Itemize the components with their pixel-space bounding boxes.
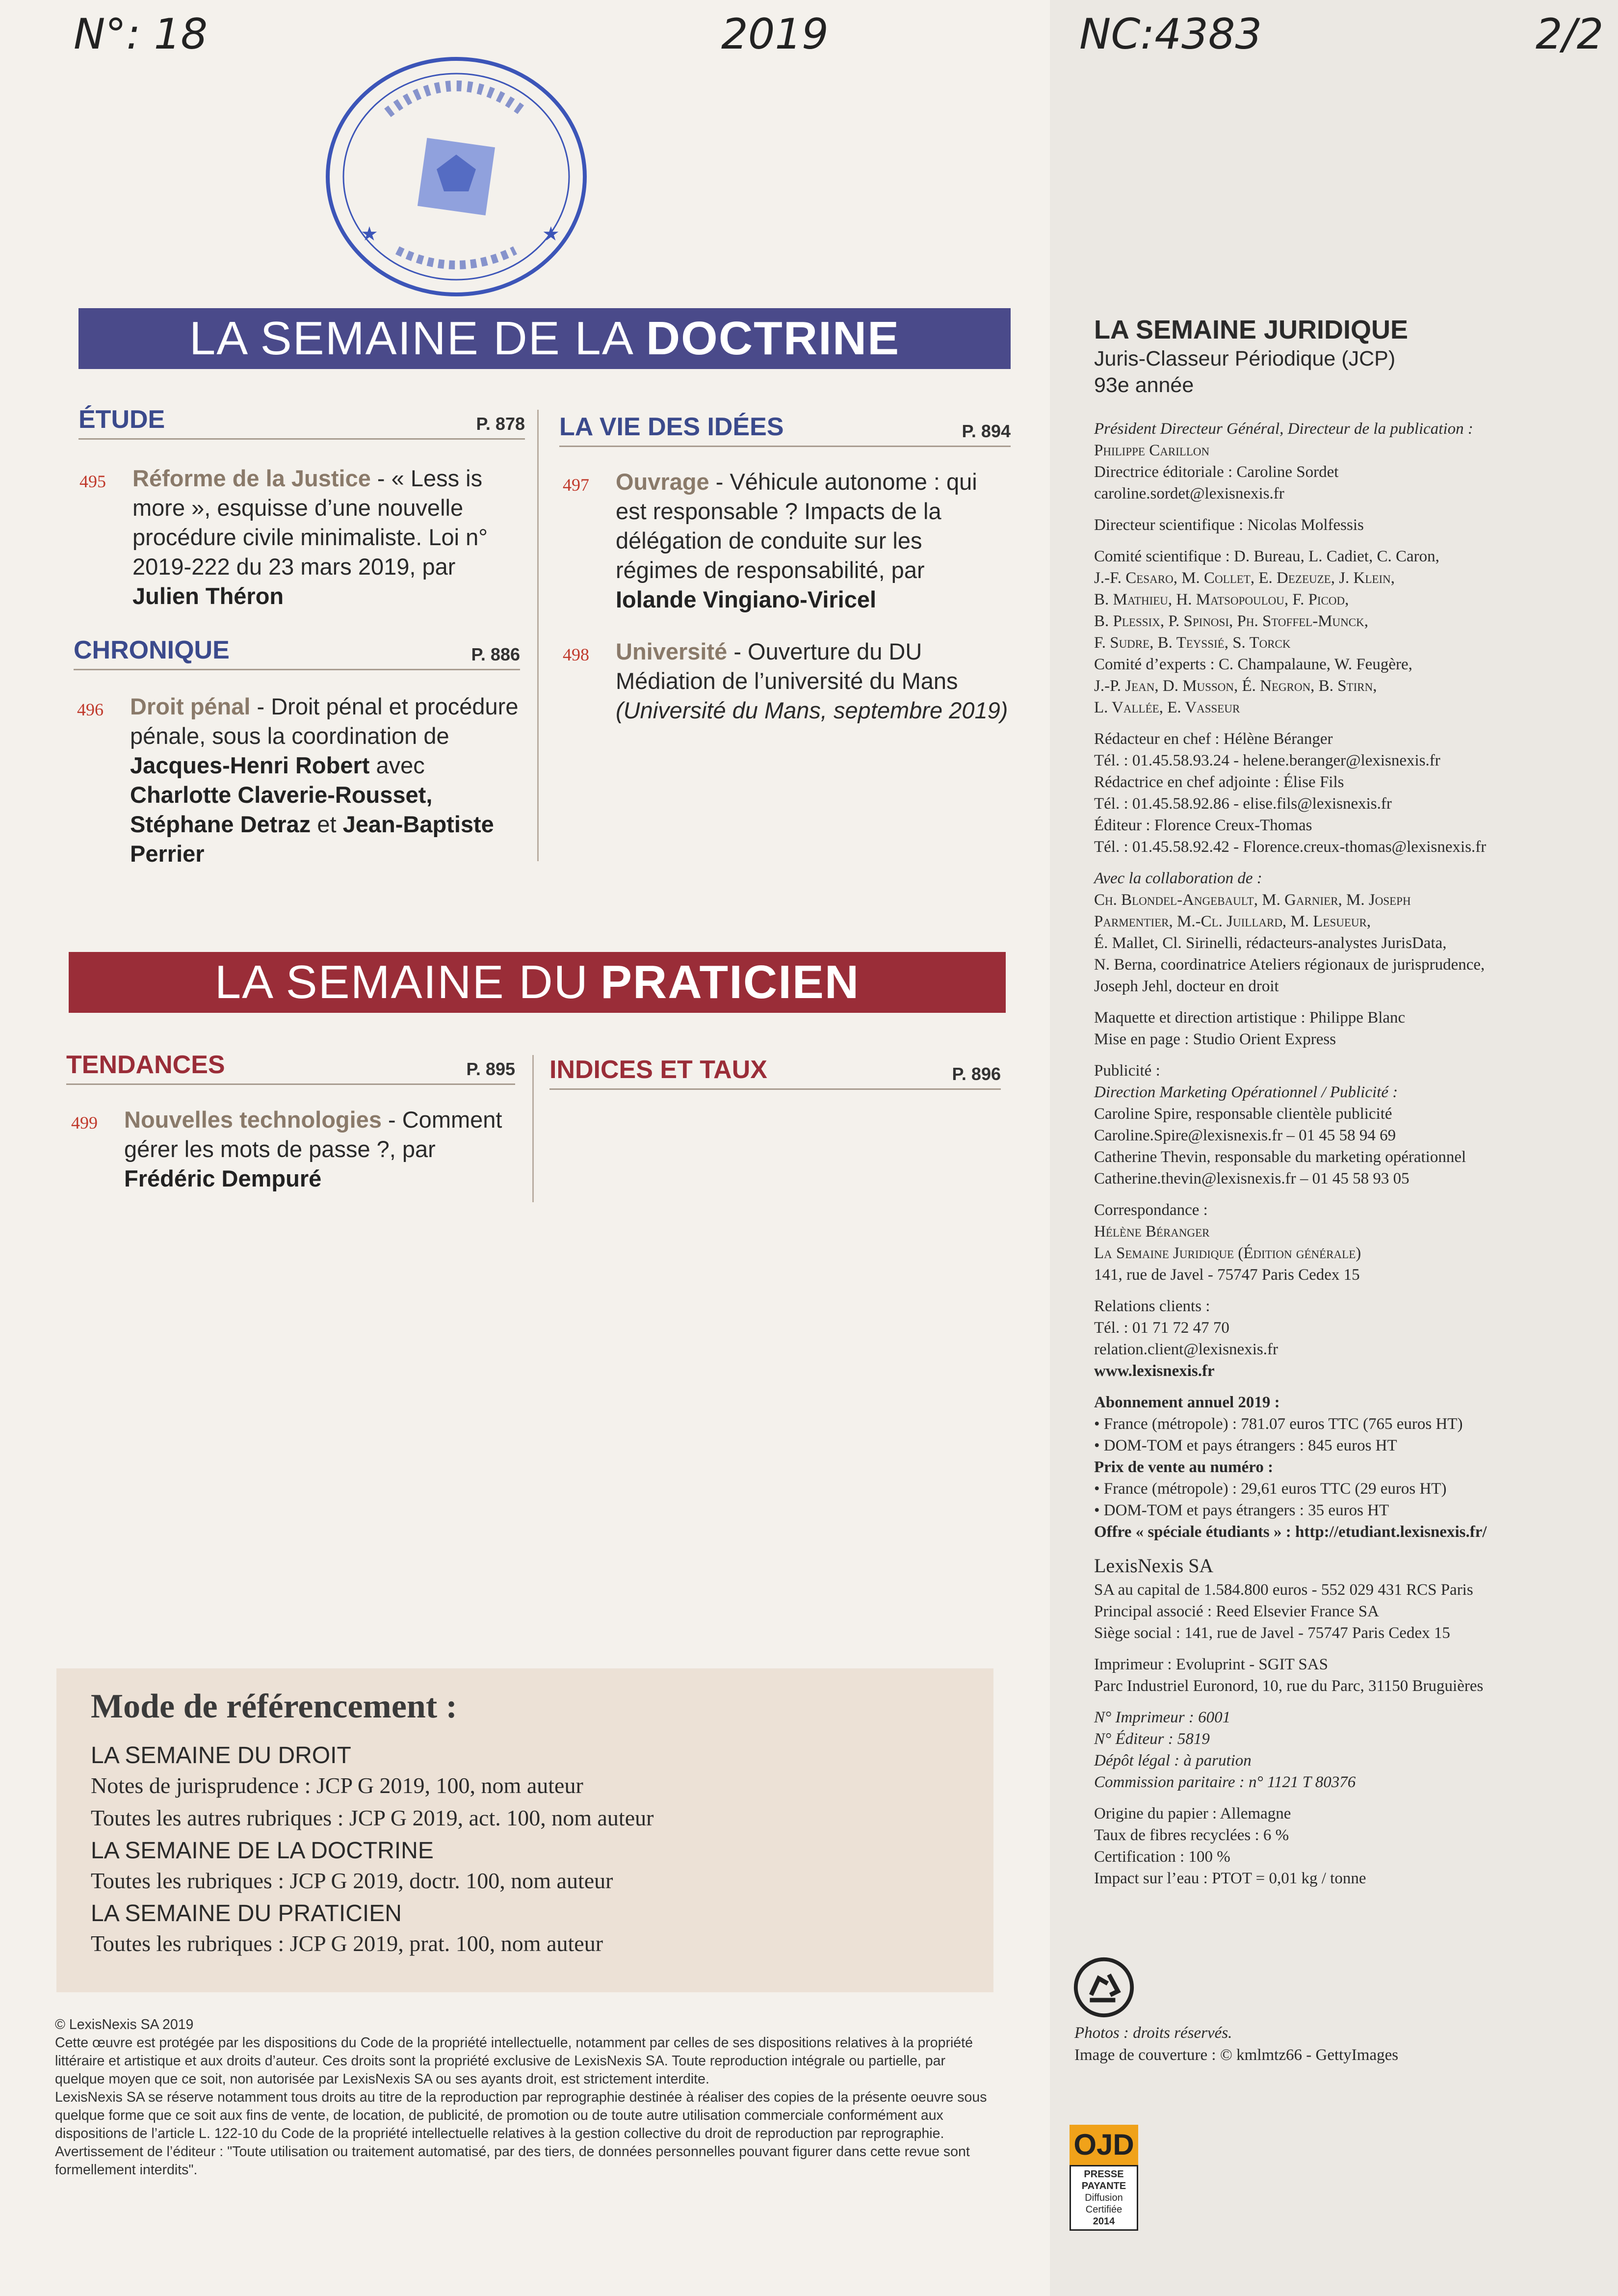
referencement-box (56, 1668, 993, 1992)
masthead-line: Parc Industriel Euronord, 10, rue du Parc, 31150 Bruguières (1094, 1677, 1484, 1695)
entry-text: - Comment gérer les mots de passe ?, par (124, 1107, 502, 1162)
section-vie-label: LA VIE DES IDÉES (559, 413, 784, 441)
masthead-line: L. Vallée, E. Vasseur (1094, 699, 1240, 716)
masthead-line: relation.client@lexisnexis.fr (1094, 1341, 1278, 1358)
masthead-line: Catherine Thevin, responsable du marketing opérationnel (1094, 1148, 1466, 1166)
photos-credit: Photos : droits réservés. (1074, 2024, 1232, 2042)
entry-number: 495 (79, 472, 106, 491)
masthead-line: Catherine.thevin@lexisnexis.fr – 01 45 58 93 05 (1094, 1170, 1409, 1188)
masthead-line: Éditeur : Florence Creux-Thomas (1094, 817, 1312, 834)
masthead-line: Tél. : 01.45.58.92.86 - elise.fils@lexisnexis.fr (1094, 795, 1392, 813)
entry-number: 498 (563, 645, 589, 664)
masthead-title: LA SEMAINE JURIDIQUE (1094, 315, 1409, 344)
masthead-line: Mise en page : Studio Orient Express (1094, 1030, 1336, 1048)
referencement-heading: LA SEMAINE DE LA DOCTRINE (91, 1838, 434, 1864)
entry-495[interactable] (79, 464, 515, 611)
entry-text: avec (369, 752, 425, 778)
banner-praticien-prefix: LA SEMAINE DU (214, 956, 589, 1008)
masthead-line (1094, 536, 1545, 546)
entry-text: - Véhicule autonome : qui est responsable ? Impacts de la délégation de conduite sur les régimes de responsabilité, par (616, 469, 977, 583)
masthead-line: É. Mallet, Cl. Sirinelli, rédacteurs-analystes JurisData, (1094, 934, 1447, 952)
entry-text: - « Less is more », esquisse d’une nouvelle procédure civile minimaliste. Loi n° 2019-222 du 23 mars 2019, par (132, 465, 488, 580)
masthead-line (1094, 1793, 1545, 1803)
column-divider (537, 410, 539, 861)
masthead-line (1094, 1050, 1545, 1060)
entry-496[interactable] (77, 692, 527, 869)
masthead-line: Président Directeur Général, Directeur de la publication : (1094, 420, 1473, 438)
ojd-line: PAYANTE (1081, 2181, 1126, 2191)
masthead-line: N° Imprimeur : 6001 (1094, 1709, 1231, 1726)
ojd-top: OJD (1070, 2125, 1138, 2165)
cover-credit: Image de couverture : © kmlmtz66 - GettyImages (1074, 2046, 1399, 2064)
masthead-line: J.-F. Cesaro, M. Collet, E. Dezeuze, J. Klein, (1094, 569, 1395, 587)
masthead-line: Ch. Blondel-Angebault, M. Garnier, M. Joseph (1094, 891, 1411, 909)
masthead-line: Maquette et direction artistique : Philippe Blanc (1094, 1009, 1406, 1027)
entry-text: - Ouverture du DU Médiation de l’université du Mans (616, 638, 958, 694)
masthead-line: Certification : 100 % (1094, 1848, 1230, 1866)
masthead (1094, 314, 1545, 1889)
masthead-line: La Semaine Juridique (Édition générale) (1094, 1244, 1361, 1262)
masthead-line: Directrice éditoriale : Caroline Sordet (1094, 463, 1339, 481)
masthead-line (1094, 1697, 1545, 1707)
referencement-title: Mode de référencement : (91, 1688, 457, 1725)
referencement-heading: LA SEMAINE DU PRATICIEN (91, 1900, 402, 1927)
masthead-line: Imprimeur : Evoluprint - SGIT SAS (1094, 1656, 1328, 1673)
masthead-line: Impact sur l’eau : PTOT = 0,01 kg / tonne (1094, 1870, 1366, 1887)
masthead-line: Prix de vente au numéro : (1094, 1458, 1274, 1476)
legal-paragraph-1: Cette œuvre est protégée par les dispositions du Code de la propriété intellectuelle, notamment par celles de ses dispositions relatives à la propriété littéraire et artistique et aux droits d’auteur. Ces droits sont la propriété exclusive de LexisNexis SA. Toute reproduction intégrale ou partielle, par quelque moyen que ce soit, non autorisée par LexisNexis SA ou ses ayants droit, est strictement interdite. (55, 2035, 973, 2087)
banner-praticien (69, 952, 1006, 1013)
section-chronique (74, 635, 520, 670)
masthead-line: Relations clients : (1094, 1297, 1210, 1315)
entry-author: Iolande Vingiano-Viricel (616, 586, 877, 612)
masthead-line: Abonnement annuel 2019 : (1094, 1394, 1280, 1411)
masthead-line: Origine du papier : Allemagne (1094, 1805, 1291, 1822)
section-chronique-label: CHRONIQUE (74, 636, 230, 664)
masthead-line (1094, 1543, 1545, 1553)
entry-number: 497 (563, 475, 589, 495)
masthead-line: Directeur scientifique : Nicolas Molfessis (1094, 516, 1364, 534)
masthead-line: Caroline.Spire@lexisnexis.fr – 01 45 58 94 69 (1094, 1127, 1396, 1144)
masthead-line: Tél. : 01 71 72 47 70 (1094, 1319, 1229, 1337)
handwritten-number: N°: 18 (74, 10, 208, 59)
entry-keyword: Ouvrage (616, 469, 709, 495)
masthead-line: Avec la collaboration de : (1094, 870, 1262, 887)
masthead-line: Rédactrice en chef adjointe : Élise Fils (1094, 773, 1344, 791)
masthead-subtitle: Juris-Classeur Périodique (JCP) (1094, 347, 1396, 370)
masthead-line: Tél. : 01.45.58.92.42 - Florence.creux-thomas@lexisnexis.fr (1094, 838, 1487, 856)
masthead-line: F. Sudre, B. Teyssié, S. Torck (1094, 634, 1291, 652)
referencement-line: Toutes les rubriques : JCP G 2019, prat. 100, nom auteur (91, 1931, 603, 1956)
masthead-line: Comité d’experts : C. Champalaune, W. Feugère, (1094, 656, 1412, 673)
masthead-line: www.lexisnexis.fr (1094, 1362, 1215, 1380)
handwritten-year: 2019 (721, 10, 829, 59)
entry-author: Jacques-Henri Robert (130, 752, 370, 778)
masthead-line: N. Berna, coordinatrice Ateliers régionaux de jurisprudence, (1094, 956, 1485, 974)
handwritten-page: 2/2 (1536, 10, 1604, 59)
banner-doctrine-prefix: LA SEMAINE DE LA (189, 312, 634, 365)
ojd-logo (1070, 2125, 1138, 2230)
banner-praticien-bold: PRATICIEN (600, 956, 860, 1008)
legal-notice (55, 2016, 997, 2179)
masthead-line (1094, 504, 1545, 514)
referencement-line: Toutes les autres rubriques : JCP G 2019, act. 100, nom auteur (91, 1805, 654, 1830)
entry-499[interactable] (71, 1105, 517, 1193)
column-divider (532, 1055, 534, 1202)
section-vie-des-idees (559, 412, 1011, 447)
entry-497[interactable] (563, 467, 1008, 614)
masthead-line: Parmentier, M.-Cl. Juillard, M. Lesueur, (1094, 913, 1371, 930)
masthead-line: Siège social : 141, rue de Javel - 75747 Paris Cedex 15 (1094, 1624, 1450, 1642)
section-indices-page: P. 896 (952, 1064, 1001, 1084)
masthead-line: J.-P. Jean, D. Musson, É. Negron, B. Stirn, (1094, 677, 1377, 695)
entry-keyword: Réforme de la Justice (132, 465, 371, 491)
entry-author: Jean-Baptiste Perrier (130, 811, 494, 867)
copyright: © LexisNexis SA 2019 (55, 2017, 194, 2032)
section-tendances (66, 1050, 515, 1085)
masthead-line: Taux de fibres recyclées : 6 % (1094, 1826, 1289, 1844)
masthead-line: Principal associé : Reed Elsevier France SA (1094, 1603, 1379, 1620)
entry-keyword: Université (616, 638, 728, 664)
entry-number: 496 (77, 700, 104, 719)
entry-498[interactable] (563, 637, 1008, 725)
section-etude-page: P. 878 (476, 414, 525, 434)
entry-author: Charlotte Claverie-Rousset, Stéphane Detraz (130, 782, 433, 837)
masthead-line: • France (métropole) : 781.07 euros TTC (765 euros HT) (1094, 1415, 1463, 1433)
masthead-line: • DOM-TOM et pays étrangers : 35 euros HT (1094, 1502, 1389, 1519)
masthead-line: Offre « spéciale étudiants » : http://etudiant.lexisnexis.fr/ (1094, 1523, 1487, 1541)
section-vie-page: P. 894 (962, 421, 1011, 441)
masthead-line: B. Plessix, P. Spinosi, Ph. Stoffel-Munck, (1094, 612, 1368, 630)
entry-keyword: Nouvelles technologies (124, 1107, 382, 1133)
masthead-line (1094, 1189, 1545, 1199)
referencement-line: Toutes les rubriques : JCP G 2019, doctr. 100, nom auteur (91, 1868, 613, 1893)
masthead-line: B. Mathieu, H. Matsopoulou, F. Picod, (1094, 591, 1349, 608)
masthead-line (1094, 997, 1545, 1007)
svg-text:★: ★ (361, 223, 378, 245)
section-tendances-page: P. 895 (466, 1059, 515, 1079)
masthead-line: Hélène Béranger (1094, 1223, 1210, 1240)
entry-keyword: Droit pénal (130, 693, 251, 719)
masthead-line (1094, 1644, 1545, 1654)
masthead-line: caroline.sordet@lexisnexis.fr (1094, 485, 1284, 502)
masthead-line: Joseph Jehl, docteur en droit (1094, 977, 1279, 995)
section-chronique-page: P. 886 (471, 644, 520, 664)
masthead-line: • France (métropole) : 29,61 euros TTC (29 euros HT) (1094, 1480, 1447, 1498)
legal-paragraph-2: LexisNexis SA se réserve notamment tous droits au titre de la reproduction par reprographie destinée à réaliser des copies de la présente oeuvre sous quelque forme que ce soit aux fins de vente, de location, de publicité, de promotion ou de toute autre utilisation commerciale conformément aux dispositions de l’article L. 122-10 du Code de la propriété intellectuelle relatives à la gestion collective du droit de reproduction par reprographie. Avertissement de l’éditeur : "Toute utilisation ou traitement automatisé, par des tiers, de données personnelles pouvant figurer dans cette revue sont formellement interdits". (55, 2089, 987, 2178)
referencement-heading: LA SEMAINE DU DROIT (91, 1742, 351, 1768)
recycle-icon (1072, 1955, 1136, 2019)
handwritten-nc: NC:4383 (1079, 10, 1262, 59)
banner-doctrine (78, 308, 1011, 369)
ojd-line: Certifiée (1085, 2204, 1122, 2215)
masthead-line: Caroline Spire, responsable clientèle publicité (1094, 1105, 1392, 1123)
masthead-line: Comité scientifique : D. Bureau, L. Cadiet, C. Caron, (1094, 548, 1439, 565)
ojd-text (1070, 2165, 1138, 2231)
masthead-line: 141, rue de Javel - 75747 Paris Cedex 15 (1094, 1266, 1360, 1284)
masthead-line (1094, 718, 1545, 728)
masthead-line: Dépôt légal : à parution (1094, 1752, 1252, 1769)
section-etude (78, 405, 525, 440)
masthead-line: Philippe Carillon (1094, 442, 1210, 459)
referencement-line: Notes de jurisprudence : JCP G 2019, 100, nom auteur (91, 1773, 583, 1798)
masthead-line: LexisNexis SA (1094, 1555, 1214, 1577)
ojd-line: PRESSE (1084, 2169, 1124, 2180)
ojd-line: 2014 (1093, 2216, 1115, 2227)
entry-number: 499 (71, 1113, 98, 1133)
section-indices-label: INDICES ET TAUX (549, 1056, 767, 1084)
entry-text: - Droit pénal et procédure pénale, sous la coordination de (130, 693, 519, 749)
section-tendances-label: TENDANCES (66, 1051, 225, 1079)
entry-text: et (311, 811, 343, 837)
masthead-line: N° Éditeur : 5819 (1094, 1730, 1210, 1748)
svg-text:★: ★ (542, 223, 560, 245)
section-indices-taux (549, 1055, 1001, 1090)
masthead-line (1094, 1286, 1545, 1295)
entry-author: Julien Théron (132, 583, 284, 609)
masthead-line: SA au capital de 1.584.800 euros - 552 029 431 RCS Paris (1094, 1581, 1473, 1599)
entry-italic: (Université du Mans, septembre 2019) (616, 697, 1008, 723)
section-etude-label: ÉTUDE (78, 405, 165, 434)
masthead-line: Direction Marketing Opérationnel / Publicité : (1094, 1083, 1398, 1101)
banner-doctrine-bold: DOCTRINE (646, 312, 900, 365)
library-stamp-icon (314, 34, 599, 309)
entry-author: Frédéric Dempuré (124, 1165, 322, 1191)
masthead-annee: 93e année (1094, 373, 1194, 397)
masthead-line: • DOM-TOM et pays étrangers : 845 euros HT (1094, 1437, 1397, 1454)
masthead-line: Publicité : (1094, 1062, 1160, 1080)
masthead-line (1094, 1382, 1545, 1392)
masthead-line: Tél. : 01.45.58.93.24 - helene.beranger@lexisnexis.fr (1094, 752, 1440, 769)
masthead-line: Commission paritaire : n° 1121 T 80376 (1094, 1773, 1356, 1791)
masthead-line: Correspondance : (1094, 1201, 1208, 1219)
masthead-lines (1094, 418, 1545, 1889)
ojd-line: Diffusion (1085, 2192, 1123, 2203)
masthead-line: Rédacteur en chef : Hélène Béranger (1094, 730, 1333, 748)
masthead-line (1094, 858, 1545, 868)
